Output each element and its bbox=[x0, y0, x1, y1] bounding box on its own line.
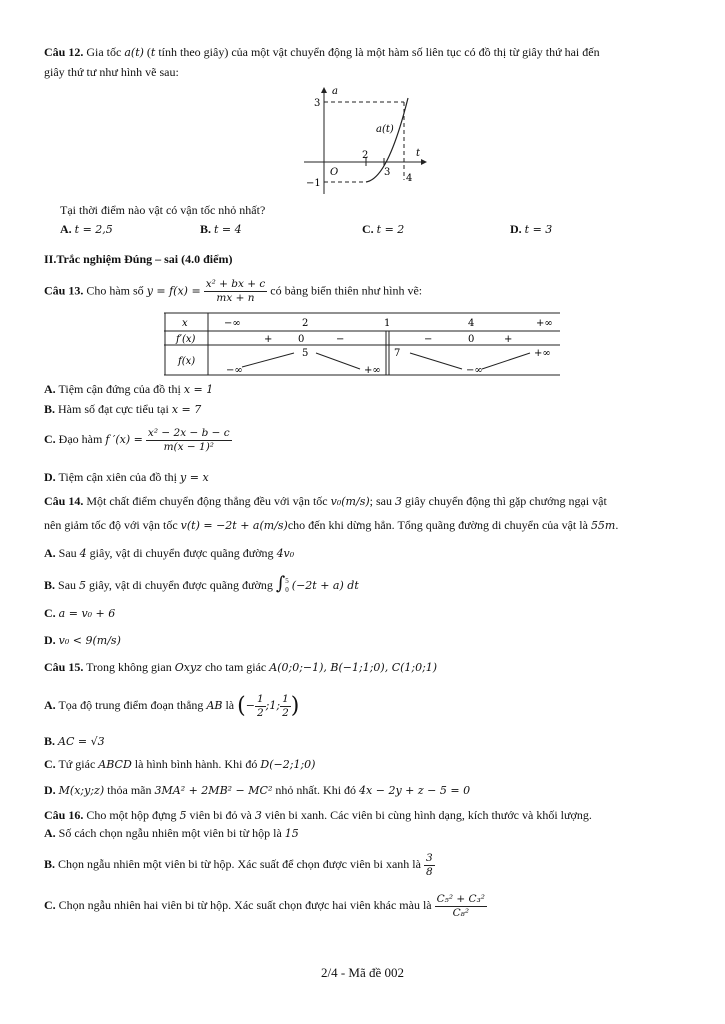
x-val-minf: −∞ bbox=[224, 318, 241, 329]
q13-c-text: Đạo hàm bbox=[58, 432, 103, 446]
section-2-title: II.Trắc nghiệm Đúng – sai (4.0 điểm) bbox=[44, 252, 233, 266]
q13-c-den: m(x − 1)² bbox=[163, 440, 214, 453]
row-f: f(x) bbox=[178, 356, 196, 367]
fp-zero-2: 0 bbox=[468, 334, 475, 345]
q16-a-text: Số cách chọn ngẫu nhiên một viên bi từ hộp là bbox=[58, 826, 282, 840]
q15-d-m1: M(x;y;z) bbox=[58, 784, 105, 797]
q12-option-c[interactable] bbox=[362, 221, 404, 238]
q14-text2: ; sau bbox=[369, 494, 392, 508]
q14-a-t2: giây, vật di chuyển được quãng đường bbox=[89, 546, 274, 560]
q16-c-text: Chọn ngẫu nhiên hai viên bi từ hộp. Xác suất chọn được hai viên khác màu là bbox=[58, 898, 432, 912]
q14-a-math: 4v₀ bbox=[276, 547, 295, 560]
q14-a-t1: Sau bbox=[58, 546, 77, 560]
x-val-1: 1 bbox=[384, 318, 391, 329]
q12-at: a(t) bbox=[124, 46, 144, 59]
q14-c-math: a = v₀ + 6 bbox=[58, 607, 116, 620]
q15-c-t1: Tứ giác bbox=[58, 757, 96, 771]
tick-label-ym1: −1 bbox=[306, 178, 321, 189]
q16-c[interactable] bbox=[44, 889, 487, 921]
q14-b-t2: giây, vật di chuyển được quãng đường bbox=[89, 578, 273, 592]
f-val-minf-1: −∞ bbox=[226, 365, 243, 376]
q12-graph bbox=[300, 82, 430, 200]
q15-a-mid: ;1; bbox=[265, 699, 281, 712]
q14-line2b: cho đến khi dừng hẳn. Tổng quãng đường di chuyển của vật là bbox=[287, 518, 588, 532]
q15-d-t2: nhỏ nhất. Khi đó bbox=[275, 783, 357, 797]
q12-option-b-value: t = 4 bbox=[214, 223, 242, 236]
q14-d-label: D. bbox=[44, 633, 56, 647]
q12-option-b-label: B. bbox=[200, 222, 212, 236]
fp-sign-1: + bbox=[264, 334, 273, 345]
q13-fraction bbox=[204, 278, 268, 305]
q14-b-t1: Sau bbox=[58, 578, 77, 592]
q15-d-m3: 4x − 2y + z − 5 = 0 bbox=[359, 784, 471, 797]
q16-t3: viên bi xanh. Các viên bi cùng hình dạng, kích thước và khối lượng. bbox=[264, 808, 592, 822]
fp-sign-3: − bbox=[424, 334, 433, 345]
q13-b[interactable] bbox=[44, 401, 201, 418]
tick-label-2: 2 bbox=[362, 150, 369, 161]
q12-text2: tính theo giây) của một vật chuyển động là một hàm số liên tục có đồ thị từ giây thứ hai đến bbox=[158, 45, 600, 59]
q13-text1: Cho hàm số bbox=[86, 283, 144, 298]
q13-c-fraction bbox=[146, 427, 232, 454]
q15-label: Câu 15. bbox=[44, 660, 84, 674]
x-val-4: 4 bbox=[468, 318, 475, 329]
tick-label-y3: 3 bbox=[314, 98, 321, 109]
arrow-down-1 bbox=[316, 353, 360, 369]
q13-b-text: Hàm số đạt cực tiểu tại bbox=[58, 402, 169, 416]
q14-d-math: v₀ < 9(m/s) bbox=[58, 634, 121, 647]
q13-c-label: C. bbox=[44, 432, 56, 446]
q16-c-fraction bbox=[435, 893, 487, 920]
q14-d[interactable] bbox=[44, 632, 121, 649]
q14-label: Câu 14. bbox=[44, 494, 84, 508]
q12-text1: Gia tốc bbox=[86, 45, 122, 59]
q14-v0: v₀(m/s) bbox=[330, 495, 370, 508]
q13-stem bbox=[44, 278, 422, 305]
q15-a-paren-close: ) bbox=[290, 693, 300, 719]
q15-c-quad: ABCD bbox=[98, 758, 132, 771]
q16-c-label: C. bbox=[44, 898, 56, 912]
q15-d-m2: 3MA² + 2MB² − MC² bbox=[154, 784, 273, 797]
q13-d-text: Tiệm cận xiên của đồ thị bbox=[58, 470, 178, 484]
q14-b-int-up: 5 bbox=[285, 577, 289, 586]
q15-a-label: A. bbox=[44, 698, 56, 712]
q12-option-d[interactable] bbox=[510, 221, 552, 238]
q16-t1: Cho một hộp đựng bbox=[86, 808, 177, 822]
x-val-2: 2 bbox=[302, 318, 309, 329]
q13-text2: có bảng biến thiên như hình vẽ: bbox=[270, 283, 423, 298]
q13-d-label: D. bbox=[44, 470, 56, 484]
q14-b-int-low: 0 bbox=[285, 586, 289, 595]
q14-b-integral-sign: ∫ bbox=[275, 573, 286, 594]
q16-b-num: 3 bbox=[425, 851, 433, 864]
q13-num: x² + bx + c bbox=[205, 278, 266, 290]
fp-sign-4: + bbox=[504, 334, 513, 345]
q12-t: t bbox=[150, 46, 156, 59]
q15-text1: Trong không gian bbox=[86, 660, 172, 674]
q15-a-minus: − bbox=[245, 699, 255, 712]
f-val-pinf-1: +∞ bbox=[364, 365, 381, 376]
q12-option-d-value: t = 3 bbox=[524, 223, 553, 236]
q14-b-n: 5 bbox=[79, 579, 87, 592]
arrow-up-2 bbox=[482, 353, 530, 369]
q15-c-math: D(−2;1;0) bbox=[260, 758, 316, 771]
x-val-pinf: +∞ bbox=[536, 318, 553, 329]
q14-c[interactable] bbox=[44, 605, 115, 622]
q15-b[interactable] bbox=[44, 733, 105, 750]
q13-c-lhs: f ′(x) = bbox=[105, 433, 143, 446]
arrow-up-1 bbox=[242, 353, 294, 367]
q12-line1: Câu 12. Gia tốc a(t) (t tính theo giây) của một vật chuyển động là một hàm số liên tục có đồ thị từ giây thứ hai đến bbox=[44, 45, 600, 59]
q14-b-label: B. bbox=[44, 578, 56, 592]
arrow-down-2 bbox=[410, 353, 462, 369]
q15-d[interactable] bbox=[44, 782, 470, 799]
q15-c-label: C. bbox=[44, 757, 56, 771]
q16-b-den: 8 bbox=[425, 865, 433, 878]
q13-d-math: y = x bbox=[180, 471, 209, 484]
tick-label-4: 4 bbox=[406, 173, 413, 184]
q16-a-label: A. bbox=[44, 826, 56, 840]
f-val-pinf-2: +∞ bbox=[534, 348, 551, 359]
q16-b-label: B. bbox=[44, 857, 56, 871]
f-val-minf-2: −∞ bbox=[466, 365, 483, 376]
f-val-5: 5 bbox=[302, 348, 309, 359]
q14-c-label: C. bbox=[44, 606, 56, 620]
tick-label-3: 3 bbox=[384, 167, 391, 178]
q14-line2a: nên giảm tốc độ với vận tốc bbox=[44, 518, 178, 532]
q16-t2: viên bi đỏ và bbox=[189, 808, 252, 822]
q14-b-math: (−2t + a) dt bbox=[291, 579, 359, 592]
q12-option-a[interactable] bbox=[60, 221, 113, 238]
row-fp: f′(x) bbox=[176, 334, 196, 345]
q15-c-t2: là hình bình hành. Khi đó bbox=[134, 757, 258, 771]
q15-a-paren-open: ( bbox=[237, 693, 246, 719]
q16-a[interactable] bbox=[44, 825, 299, 842]
q15-a-f2n: 1 bbox=[282, 692, 289, 705]
q14-text3: giây chuyển động thì gặp chướng ngại vật bbox=[404, 494, 607, 508]
q15-d-t1: thỏa mãn bbox=[107, 783, 152, 797]
label-curve: a(t) bbox=[376, 124, 394, 135]
q14-a-n: 4 bbox=[79, 547, 87, 560]
q16-a-math: 15 bbox=[284, 827, 299, 840]
q14-b-bounds bbox=[285, 577, 289, 595]
q12-option-d-label: D. bbox=[510, 222, 522, 236]
q13-a-text: Tiệm cận đứng của đồ thị bbox=[58, 382, 181, 396]
q16-stem bbox=[44, 807, 592, 824]
q13-b-math: x = 7 bbox=[171, 403, 202, 416]
q15-c[interactable] bbox=[44, 756, 315, 773]
q15-a[interactable] bbox=[44, 690, 299, 721]
q13-lhs: y = f(x) = bbox=[146, 284, 201, 298]
q13-a-label: A. bbox=[44, 382, 56, 396]
q12-option-c-label: C. bbox=[362, 222, 374, 236]
q15-b-label: B. bbox=[44, 734, 56, 748]
q15-space: Oxyz bbox=[174, 661, 202, 674]
q12-option-b[interactable] bbox=[200, 221, 242, 238]
q16-b-text: Chọn ngẫu nhiên một viên bi từ hộp. Xác suất để chọn được viên bi xanh là bbox=[58, 857, 421, 871]
page-footer: 2/4 - Mã đề 002 bbox=[320, 965, 405, 980]
fp-zero-1: 0 bbox=[298, 334, 305, 345]
q15-a-frac1 bbox=[255, 693, 266, 720]
label-a: a bbox=[332, 86, 338, 97]
q13-a[interactable] bbox=[44, 381, 213, 398]
q14-b[interactable] bbox=[44, 572, 359, 598]
q15-stem bbox=[44, 659, 437, 676]
q12-label: Câu 12. bbox=[44, 45, 84, 59]
q15-a-text: Tọa độ trung điểm đoạn thẳng bbox=[58, 698, 204, 712]
f-val-7: 7 bbox=[394, 348, 401, 359]
q15-a-f1d: 2 bbox=[256, 706, 264, 719]
q15-text2: cho tam giác bbox=[204, 660, 267, 674]
q12-option-a-label: A. bbox=[60, 222, 72, 236]
q12-option-c-value: t = 2 bbox=[376, 223, 405, 236]
q12-line2: giây thứ tư như hình vẽ sau: bbox=[44, 65, 179, 79]
q16-c-num: C₅² + C₃² bbox=[436, 892, 485, 905]
q16-b[interactable] bbox=[44, 849, 435, 879]
q13-d[interactable] bbox=[44, 469, 209, 486]
q13-variation-table bbox=[164, 312, 560, 376]
q13-c[interactable] bbox=[44, 424, 232, 455]
q14-line1 bbox=[44, 493, 607, 510]
q16-n5: 5 bbox=[179, 809, 187, 822]
q15-a-frac2 bbox=[280, 693, 291, 720]
q15-a-seg: AB bbox=[206, 699, 223, 712]
q15-points: A(0;0;−1), B(−1;1;0), C(1;0;1) bbox=[269, 661, 438, 674]
q16-b-fraction bbox=[424, 852, 435, 879]
q14-a-label: A. bbox=[44, 546, 56, 560]
q13-label: Câu 13. bbox=[44, 283, 84, 298]
q12-option-a-value: t = 2,5 bbox=[74, 223, 113, 236]
q16-c-den: C₈² bbox=[452, 906, 470, 919]
q12-question: Tại thời điểm nào vật có vận tốc nhỏ nhất? bbox=[60, 203, 266, 217]
q15-d-label: D. bbox=[44, 783, 56, 797]
q14-line2: nên giảm tốc độ với vận tốc v(t) = −2t + a(m/s)cho đến khi dừng hẳn. Tổng quãng đường di chuyển của vật là 55m. bbox=[44, 518, 619, 532]
q16-label: Câu 16. bbox=[44, 808, 84, 822]
fp-sign-2: − bbox=[336, 334, 345, 345]
q14-dist: 55m bbox=[590, 519, 616, 532]
q14-text1: Một chất điểm chuyển động thẳng đều với vận tốc bbox=[86, 494, 328, 508]
q14-n3: 3 bbox=[394, 495, 402, 508]
q15-a-la: là bbox=[225, 698, 235, 712]
q14-a[interactable] bbox=[44, 545, 294, 562]
row-x: x bbox=[182, 318, 188, 329]
q13-den: mx + n bbox=[216, 292, 255, 304]
q16-n3: 3 bbox=[254, 809, 262, 822]
q15-a-f2d: 2 bbox=[282, 706, 289, 719]
q13-a-math: x = 1 bbox=[183, 383, 214, 396]
q15-a-f1n: 1 bbox=[256, 692, 264, 705]
q13-b-label: B. bbox=[44, 402, 56, 416]
q15-b-math: AC = √3 bbox=[58, 735, 105, 748]
q14-vt: v(t) = −2t + a(m/s) bbox=[180, 519, 288, 532]
label-o: O bbox=[330, 167, 339, 178]
label-t: t bbox=[416, 148, 421, 159]
q13-c-num: x² − 2x − b − c bbox=[147, 426, 230, 439]
